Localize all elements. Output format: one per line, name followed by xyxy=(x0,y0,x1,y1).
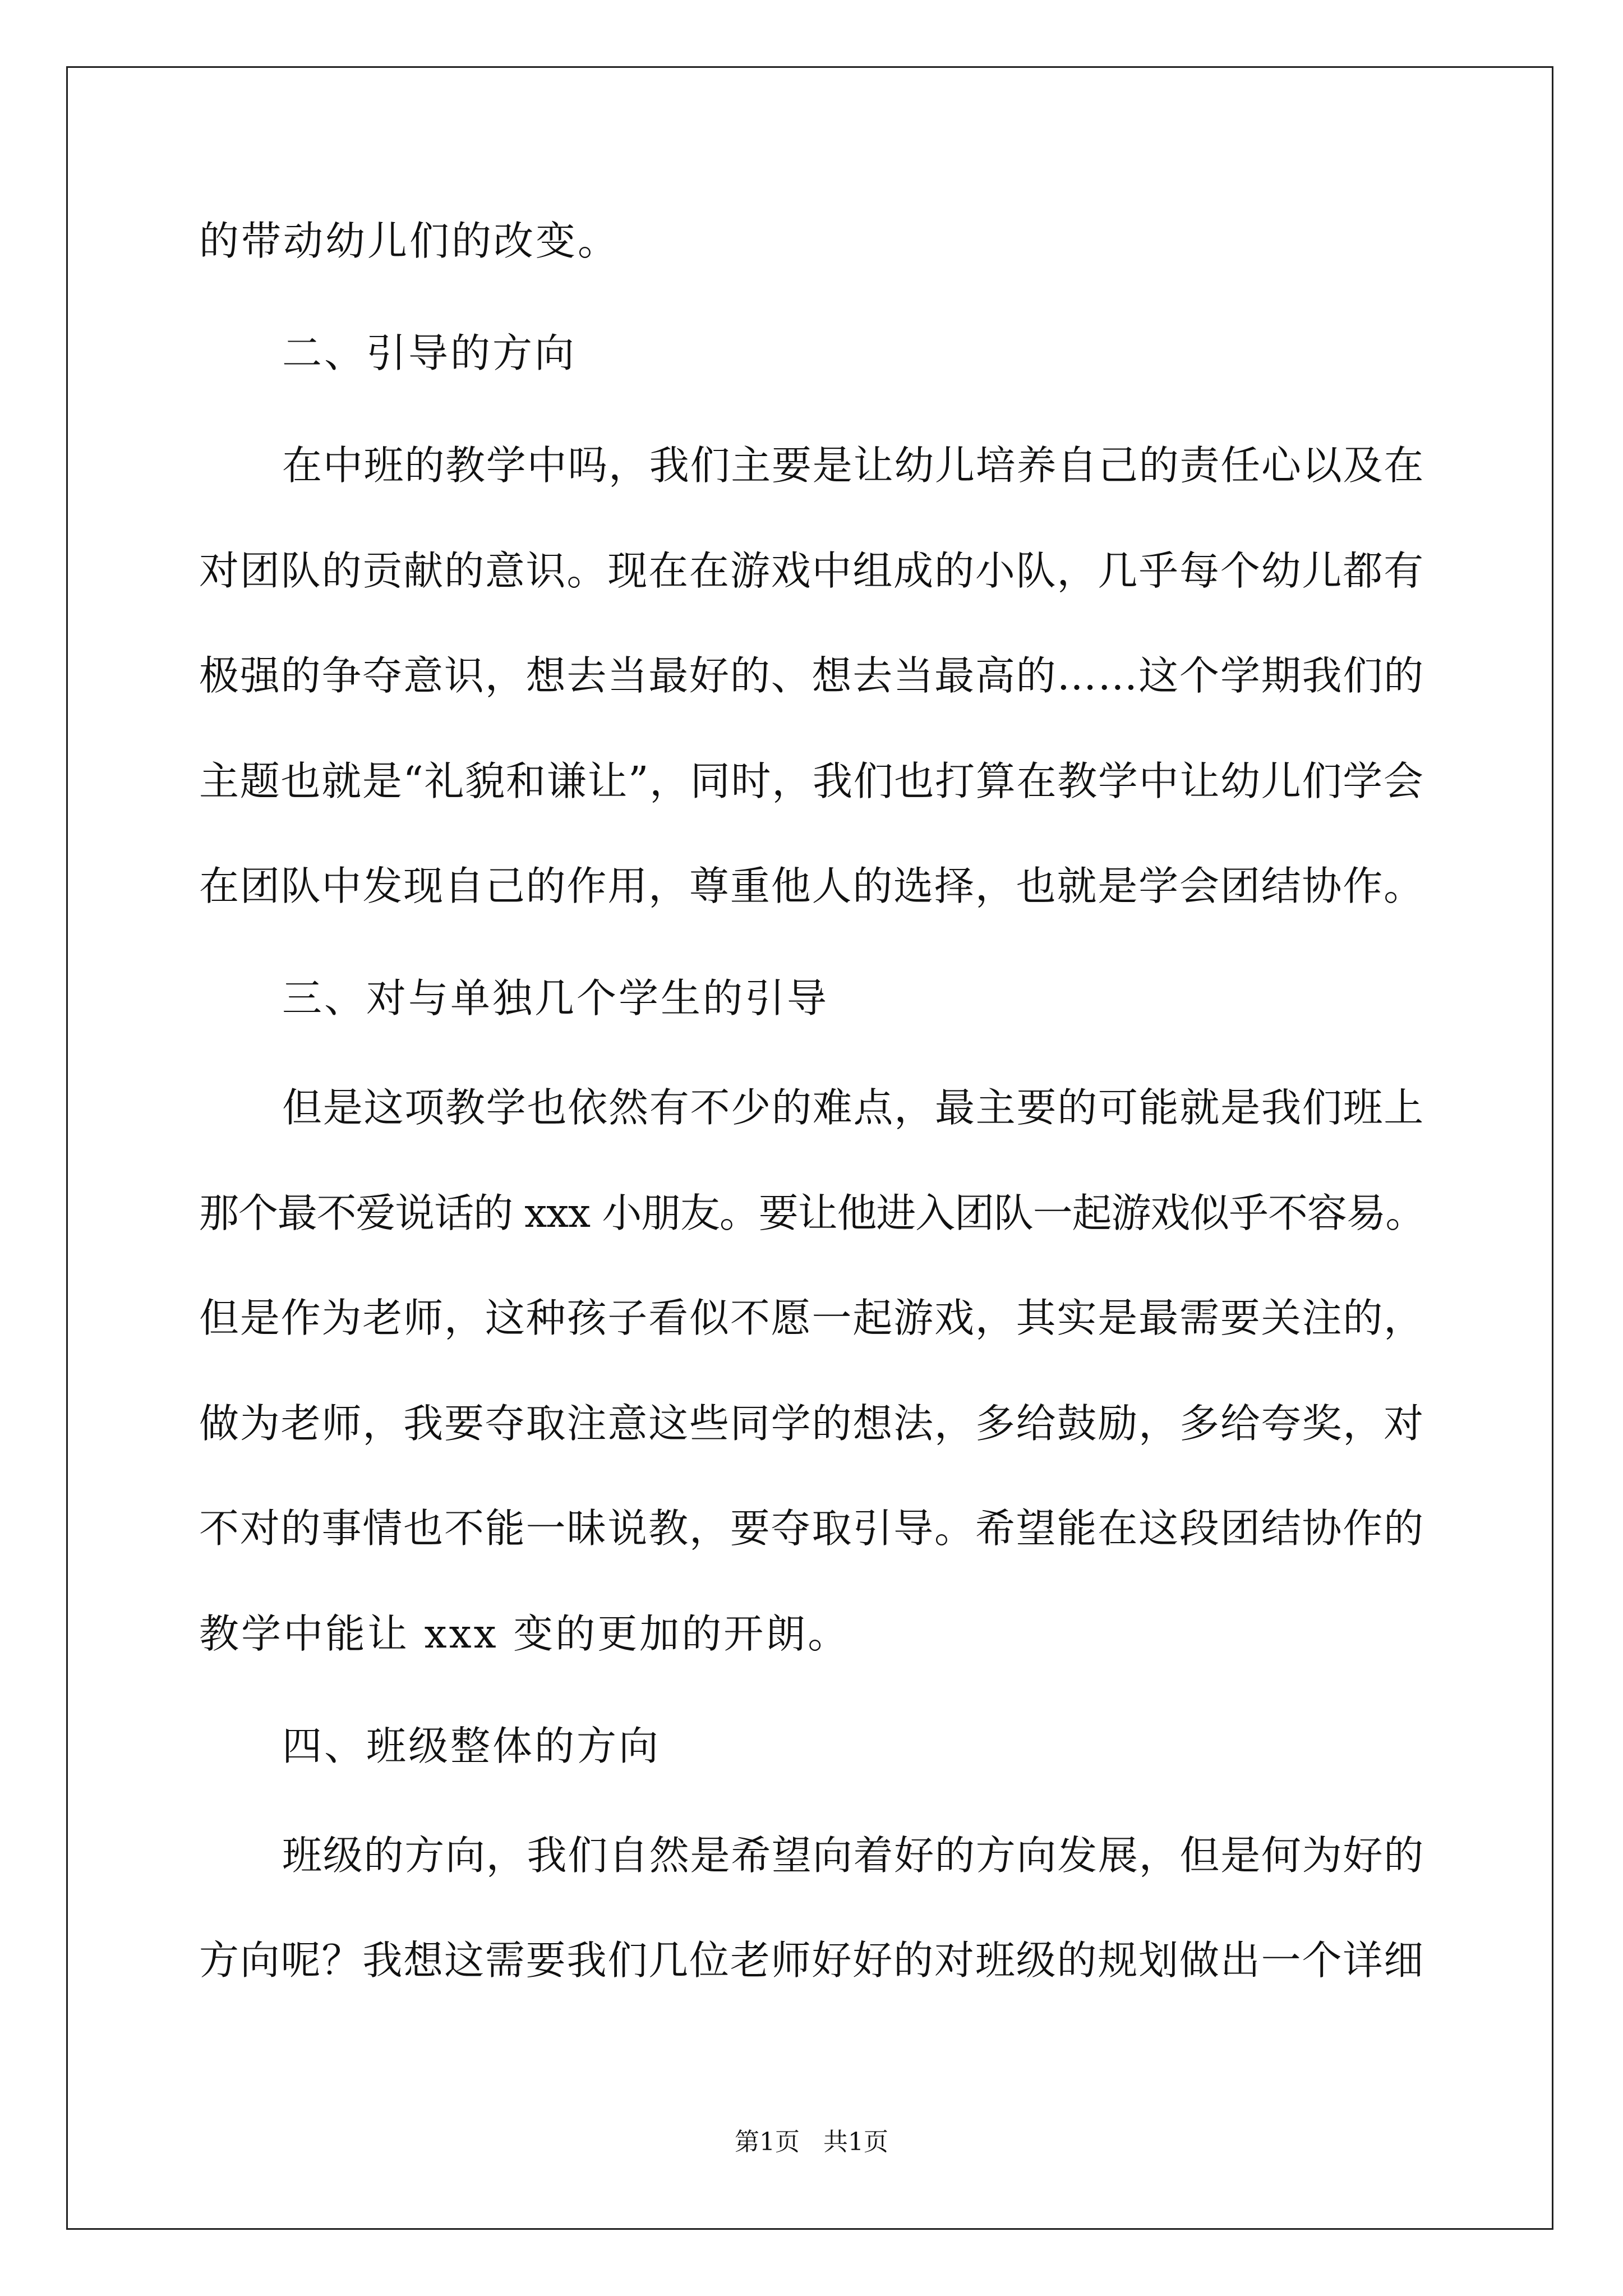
paragraph-line: 教学中能让 xxx 变的更加的开朗。 xyxy=(199,1611,850,1657)
paragraph-line: 极强的争夺意识，想去当最好的、想去当最高的……这个学期我们的 xyxy=(199,652,1425,699)
page-footer: 第1页 共1页 xyxy=(735,2128,888,2156)
section-heading: 二、引导的方向 xyxy=(282,330,577,376)
section-heading: 四、班级整体的方向 xyxy=(282,1723,661,1769)
paragraph-line: 但是这项教学也依然有不少的难点，最主要的可能就是我们班上 xyxy=(282,1084,1425,1131)
paragraph-line: 那个最不爱说话的 xxx 小朋友。要让他进入团队一起游戏似乎不容易。 xyxy=(199,1190,1425,1236)
paragraph-line: 但是作为老师，这种孩子看似不愿一起游戏，其实是最需要关注的， xyxy=(199,1295,1425,1341)
paragraph-line: 主题也就是“礼貌和谦让”，同时，我们也打算在教学中让幼儿们学会 xyxy=(199,758,1424,804)
paragraph-line: 在中班的教学中吗，我们主要是让幼儿培养自己的责任心以及在 xyxy=(282,442,1425,489)
paragraph-line: 的带动幼儿们的改变。 xyxy=(199,218,620,264)
paragraph-line: 对团队的贡献的意识。现在在游戏中组成的小队，几乎每个幼儿都有 xyxy=(199,547,1425,594)
paragraph-line: 班级的方向，我们自然是希望向着好的方向发展，但是何为好的 xyxy=(282,1832,1425,1879)
paragraph-line: 在团队中发现自己的作用，尊重他人的选择，也就是学会团结协作。 xyxy=(199,863,1425,909)
page-border xyxy=(66,66,1553,2230)
paragraph-line: 做为老师，我要夺取注意这些同学的想法，多给鼓励，多给夸奖，对 xyxy=(199,1400,1425,1447)
paragraph-line: 方向呢？我想这需要我们几位老师好好的对班级的规划做出一个详细 xyxy=(199,1937,1425,1984)
paragraph-line: 不对的事情也不能一昧说教，要夺取引导。希望能在这段团结协作的 xyxy=(199,1505,1425,1552)
section-heading: 三、对与单独几个学生的引导 xyxy=(282,975,829,1022)
